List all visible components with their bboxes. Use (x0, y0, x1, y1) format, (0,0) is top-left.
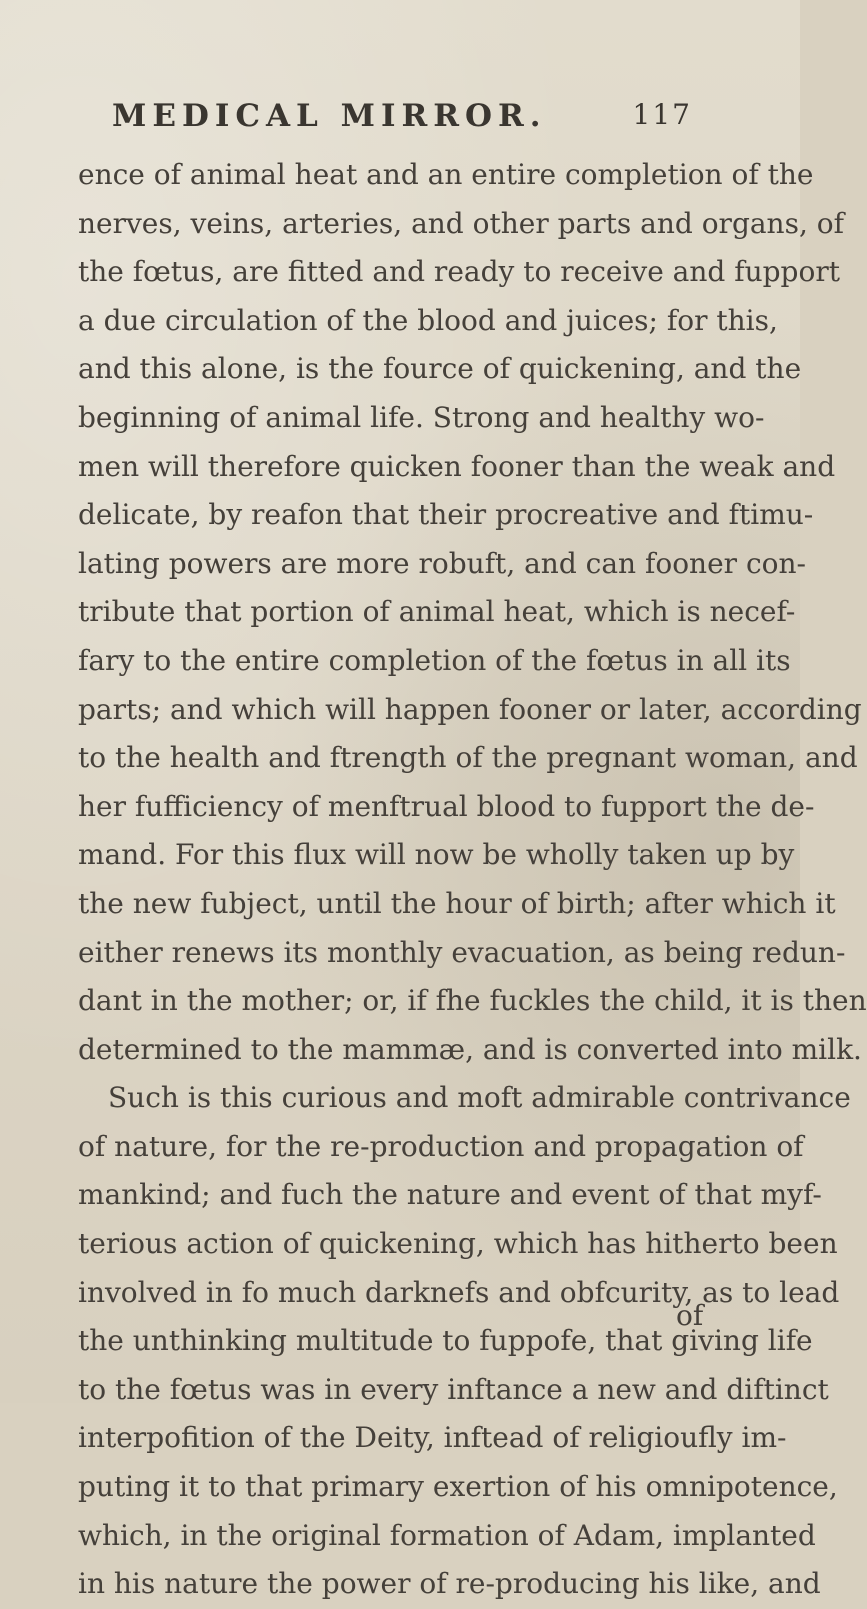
text-line: of nature, for the re-production and propagation of (78, 1129, 804, 1163)
paragraph-start-line: Such is this curious and moft admirable contrivance (108, 1081, 851, 1115)
text-line: the fœtus, are fitted and ready to receive and fupport (78, 255, 840, 289)
text-line: a due circulation of the blood and juices; for this, (78, 303, 778, 337)
page-header (112, 98, 692, 142)
text-line: beginning of animal life. Strong and healthy wo- (78, 400, 765, 434)
text-line: terious action of quickening, which has hitherto been (78, 1227, 838, 1261)
body-text (78, 151, 867, 1609)
text-line: ence of animal heat and an entire completion of the (78, 158, 814, 191)
text-line: men will therefore quicken fooner than the weak and (78, 449, 836, 483)
text-line: which, in the original formation of Adam, implanted (78, 1518, 816, 1552)
text-line: lating powers are more robuft, and can fooner con- (78, 546, 806, 580)
text-line: interpofition of the Deity, inftead of religioufly im- (78, 1421, 787, 1455)
text-line: dant in the mother; or, if fhe fuckles the child, it is then (78, 984, 867, 1018)
page-number: 117 (632, 98, 692, 131)
text-line: to the health and ftrength of the pregnant woman, and (78, 741, 858, 775)
text-line: and this alone, is the fource of quickening, and the (78, 352, 802, 386)
text-line: nerves, veins, arteries, and other parts and organs, of (78, 206, 844, 240)
text-line: puting it to that primary exertion of his omnipotence, (78, 1470, 838, 1504)
text-line: delicate, by reafon that their procreative and ftimu- (78, 498, 814, 532)
text-line: tribute that portion of animal heat, which is necef- (78, 595, 796, 629)
text-line: in his nature the power of re-producing his like, and (78, 1567, 821, 1601)
text-line: parts; and which will happen fooner or later, according (78, 692, 862, 726)
catchword: of (676, 1299, 704, 1332)
text-line: involved in fo much darknefs and obfcurity, as to lead (78, 1275, 840, 1309)
text-line: the new fubject, until the hour of birth; after which it (78, 886, 836, 920)
text-line: mankind; and fuch the nature and event of that myf- (78, 1178, 822, 1212)
text-line: either renews its monthly evacuation, as being redun- (78, 935, 846, 969)
text-line: to the fœtus was in every inftance a new and diftinct (78, 1372, 829, 1406)
running-title: MEDICAL MIRROR. (112, 98, 547, 134)
text-line: mand. For this flux will now be wholly taken up by (78, 838, 795, 872)
text-line: the unthinking multitude to fuppofe, that giving life (78, 1324, 813, 1358)
text-line: determined to the mammæ, and is converted into milk. (78, 1032, 862, 1066)
text-line: her fufficiency of menftrual blood to fupport the de- (78, 789, 815, 823)
text-line: fary to the entire completion of the fœtus in all its (78, 643, 791, 677)
